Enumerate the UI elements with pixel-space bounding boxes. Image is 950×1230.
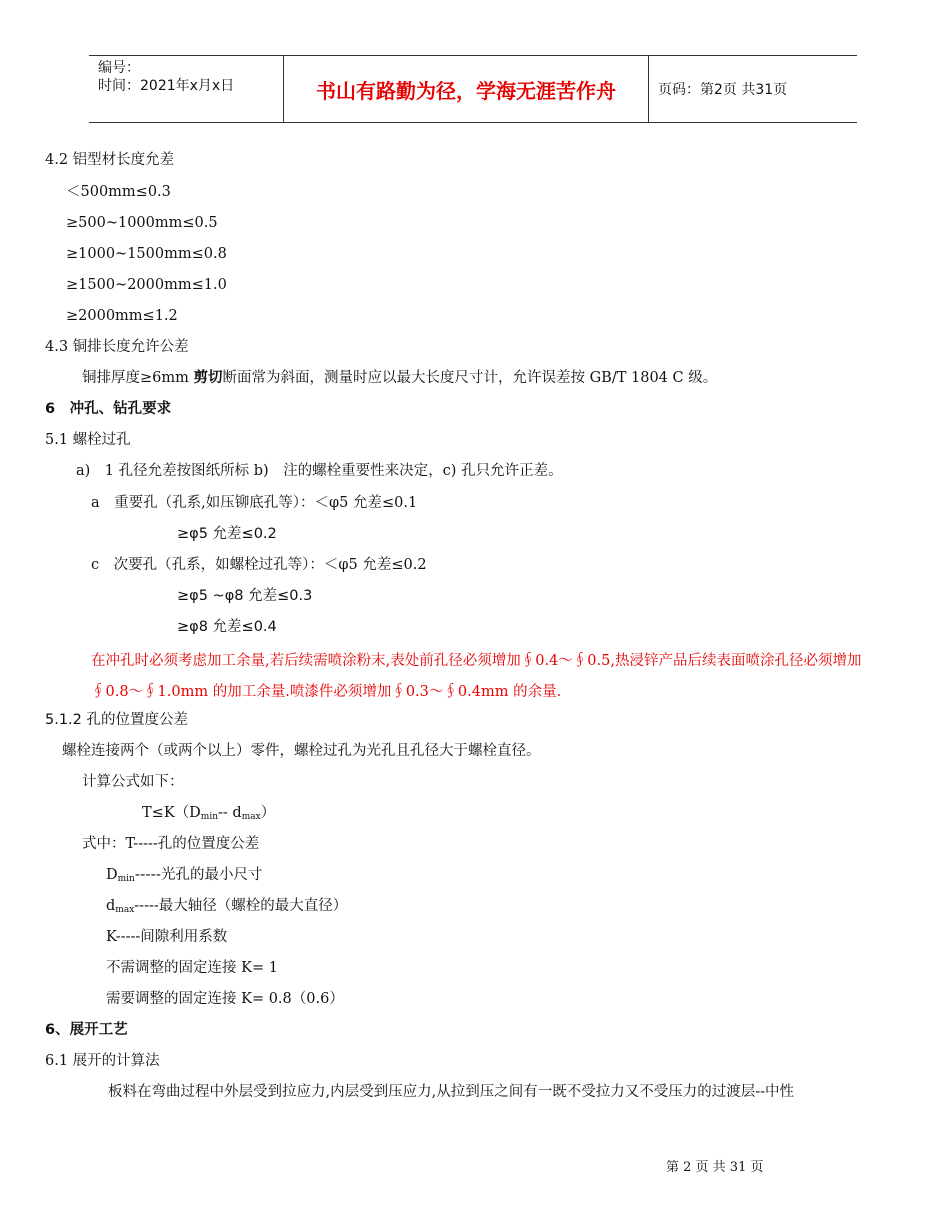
header-motto: 书山有路勤为径，学海无涯苦作舟 [284, 56, 649, 122]
punching-allowance-note: 在冲孔时必须考虑加工余量,若后续需喷涂粉末,表处前孔径必须增加∮0.4～∮0.5,热浸锌产品后续表面喷涂孔径必须增加∮0.8～∮1.0mm 的加工余量.喷漆件必须增加∮0.3～∮0.4mm 的余量. [91, 653, 862, 700]
section-6-1-title: 6.1 展开的计算法 [45, 1053, 160, 1069]
section-5-1-2-text: 螺栓连接两个（或两个以上）零件，螺栓过孔为光孔且孔径大于螺栓直径。 [62, 743, 541, 759]
section-6-title: 6 冲孔、钻孔要求 [45, 401, 172, 417]
where-line: 式中：T-----孔的位置度公差 [82, 836, 260, 852]
important-hole-line-2: ≥φ5 允差≤0.2 [177, 526, 277, 542]
section-5-1-2-title: 5.1.2 孔的位置度公差 [45, 712, 189, 728]
important-hole-line: a 重要孔（孔系,如压铆底孔等）：＜φ5 允差≤0.1 [91, 495, 418, 511]
k-fixed-connection: 不需调整的固定连接 K= 1 [106, 960, 278, 976]
section-5-1-a: a) 1 孔径允差按图纸所标 b) 注的螺栓重要性来决定，c) 孔只允许正差。 [76, 463, 563, 479]
page-header [89, 55, 857, 123]
dmax-definition: $d_{max}-----$最大轴径（螺栓的最大直径） [106, 898, 348, 915]
length-tolerance-item: ≥2000mm≤1.2 [66, 308, 178, 324]
position-tolerance-formula: $T\le K(D_{min}--$ $d_{max}$） [142, 805, 276, 822]
section-6-1-text: 板料在弯曲过程中外层受到拉应力,内层受到压应力,从拉到压之间有一既不受拉力又不受压力的过渡层--中性 [108, 1084, 795, 1100]
dmin-definition: $D_{min}-----$光孔的最小尺寸 [106, 867, 263, 884]
section-5-1-title: 5.1 螺栓过孔 [45, 432, 131, 448]
k-adjustable-connection: 需要调整的固定连接 K= 0.8（0.6） [106, 991, 344, 1007]
number-label: 编号： [98, 60, 140, 76]
header-page-label: 页码：第2页 共31页 [658, 82, 788, 98]
minor-hole-line-2: ≥φ5 ~φ8 允差≤0.3 [177, 588, 313, 604]
section-4-2-title: 4.2 铝型材长度允差 [45, 152, 175, 168]
header-info-cell [89, 56, 284, 122]
section-4-3-text: 铜排厚度≥6mm 剪切断面常为斜面，测量时应以最大长度尺寸计，允许误差按 GB/T 1804 C 级。 [82, 370, 718, 386]
minor-hole-line: c 次要孔（孔系，如螺栓过孔等）：＜φ5 允差≤0.2 [91, 557, 427, 573]
time-label: 时间：2021年x月x日 [98, 78, 235, 94]
formula-intro: 计算公式如下： [82, 774, 184, 790]
minor-hole-line-3: ≥φ8 允差≤0.4 [177, 619, 277, 635]
page-footer: 第 2 页 共 31 页 [666, 1160, 764, 1175]
length-tolerance-item: ≥1500~2000mm≤1.0 [66, 277, 227, 293]
length-tolerance-item: ＜500mm≤0.3 [66, 184, 171, 200]
k-definition: K-----间隙利用系数 [106, 929, 228, 945]
section-6-unfolding-title: 6、展开工艺 [45, 1022, 128, 1038]
length-tolerance-item: ≥500~1000mm≤0.5 [66, 215, 218, 231]
length-tolerance-item: ≥1000~1500mm≤0.8 [66, 246, 227, 262]
section-4-3-title: 4.3 铜排长度允许公差 [45, 339, 189, 355]
